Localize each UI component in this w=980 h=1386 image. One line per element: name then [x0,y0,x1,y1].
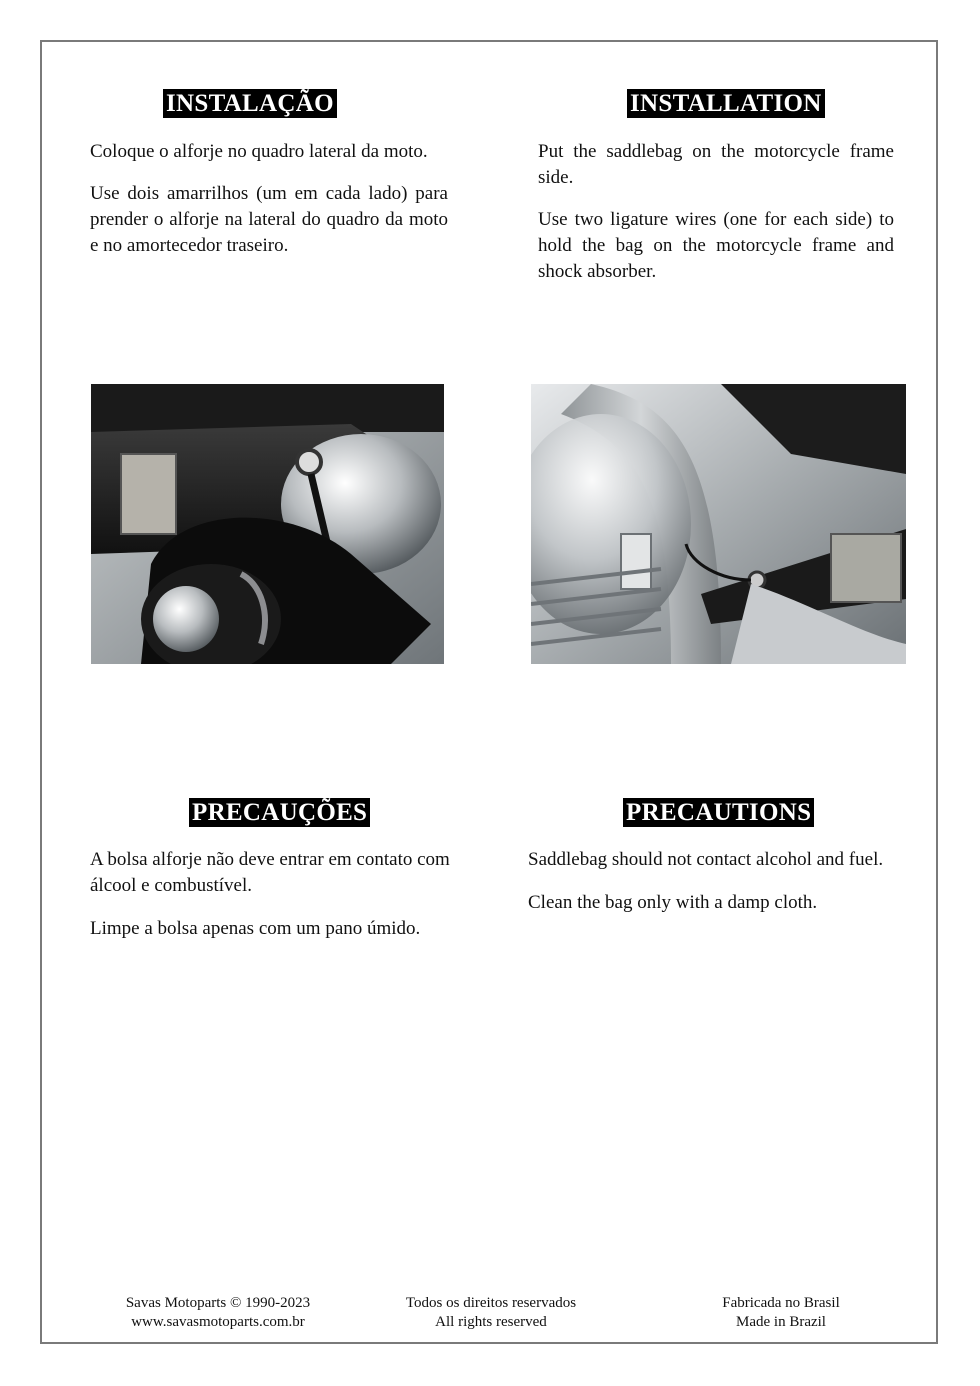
frame-attachment-photo [531,384,906,664]
precautions-en-paragraph-1: Saddlebag should not contact alcohol and fuel. [528,849,884,870]
installation-pt-heading: INSTALAÇÃO [163,89,337,118]
precautions-en-heading: PRECAUTIONS [623,798,814,827]
precautions-en-paragraph-2: Clean the bag only with a damp cloth. [528,892,818,913]
installation-en-heading: INSTALLATION [627,89,825,118]
footer-copyright: Savas Motoparts © 1990-2023 [125,1295,311,1311]
installation-en-paragraph-2: Use two ligature wires (one for each side) to hold the bag on the motorcycle frame and shock absorber. [538,209,894,282]
precautions-pt-heading: PRECAUÇÕES [189,798,370,827]
installation-pt-paragraph-1: Coloque o alforje no quadro lateral da moto. [90,141,428,162]
footer-website[interactable]: www.savasmotoparts.com.br [131,1314,305,1330]
footer-rights-pt: Todos os direitos reservados [405,1295,577,1311]
footer-origin-pt: Fabricada no Brasil [722,1295,840,1311]
footer-company [100,1294,336,1332]
footer-origin [700,1294,862,1332]
installation-en-paragraph-1: Put the saddlebag on the motorcycle frame side. [538,141,894,188]
precautions-pt-paragraph-1: A bolsa alforje não deve entrar em contato com álcool e combustível. [90,849,450,896]
installation-pt-paragraph-2: Use dois amarrilhos (um em cada lado) para prender o alforje na lateral do quadro da moto e no amortecedor traseiro. [90,183,448,256]
precautions-pt-paragraph-2: Limpe a bolsa apenas com um pano úmido. [90,918,421,939]
footer-rights-en: All rights reserved [435,1314,547,1330]
footer-rights [380,1294,602,1332]
shock-absorber-photo [91,384,444,664]
footer-origin-en: Made in Brazil [736,1314,826,1330]
